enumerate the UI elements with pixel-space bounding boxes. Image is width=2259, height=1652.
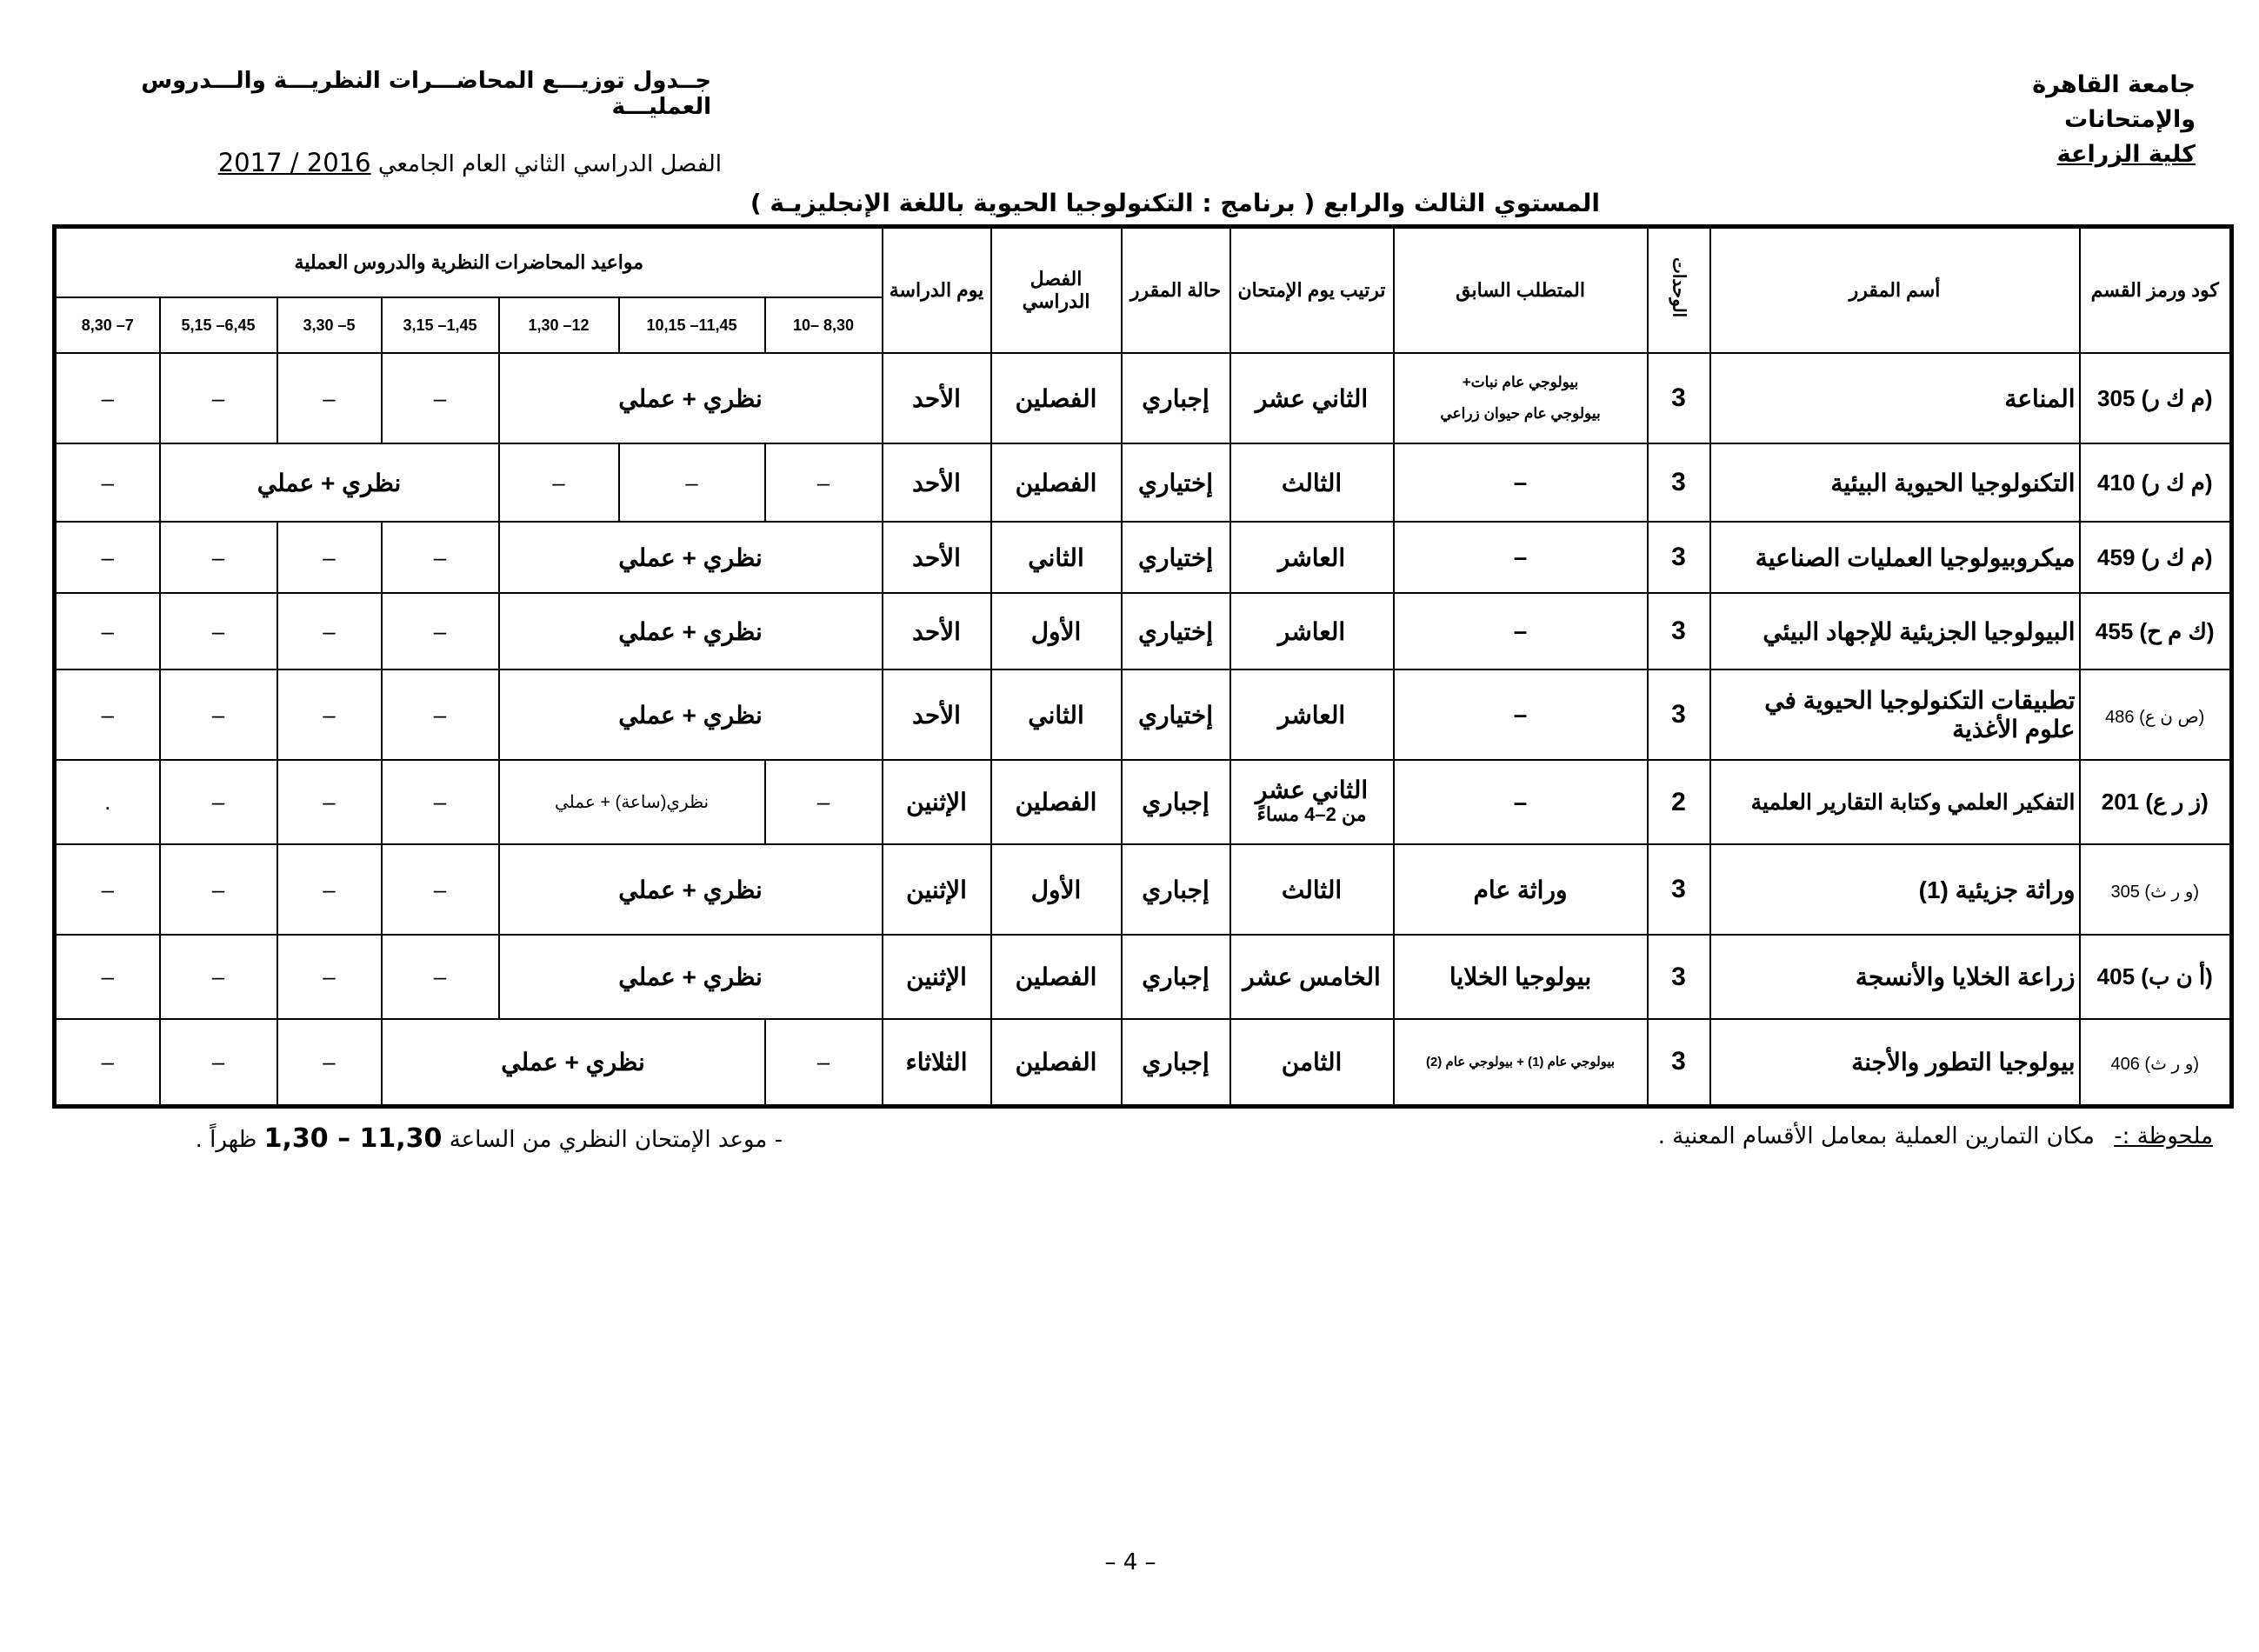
course-code: [2080, 844, 2232, 935]
table-row: [55, 1019, 2232, 1106]
course-units: 3: [1648, 1019, 1710, 1106]
course-status: إختياري: [1122, 443, 1230, 522]
footnote-right: [1256, 1123, 2213, 1149]
empty-slot: –: [55, 353, 160, 443]
empty-slot: –: [55, 669, 160, 760]
semester: الفصلين: [991, 760, 1122, 844]
course-name: التفكير العلمي وكتابة التقارير العلمية: [1710, 760, 2080, 844]
page-number: – 4 –: [1104, 1549, 1156, 1575]
session-merged: نظري(ساعة) + عملي: [499, 760, 765, 844]
col-day-header: يوم الدراسة: [883, 227, 991, 354]
empty-slot: –: [160, 669, 277, 760]
university-name: جامعة القاهرة: [2032, 71, 2196, 98]
session-merged: نظري + عملي: [382, 1019, 765, 1106]
course-code: [2080, 1019, 2232, 1106]
table-row: [55, 760, 2232, 844]
empty-slot: –: [55, 844, 160, 935]
course-status: إجباري: [1122, 935, 1230, 1019]
course-code: (م ك ر) 305: [2080, 353, 2232, 443]
session-merged: نظري + عملي: [499, 522, 883, 593]
term-text: الفصل الدراسي الثاني العام الجامعي: [377, 151, 722, 177]
course-status: إجباري: [1122, 353, 1230, 443]
term-line: [183, 148, 722, 177]
course-units: 3: [1648, 443, 1710, 522]
study-day: الإثنين: [883, 760, 991, 844]
prerequisite: بيولوجي عام (1) + بيولوجي عام (2): [1394, 1019, 1648, 1106]
course-code-text: (و ر ث) 305: [2110, 882, 2200, 902]
empty-slot: –: [277, 593, 382, 669]
empty-slot: –: [382, 844, 499, 935]
course-name: المناعة: [1710, 353, 2080, 443]
empty-slot: –: [160, 760, 277, 844]
semester: الفصلين: [991, 935, 1122, 1019]
table-row: [55, 353, 2232, 443]
exam-time-line: من 2–4 مساءً: [1256, 803, 1367, 825]
course-code: (ك م ح) 455: [2080, 593, 2232, 669]
session-merged: نظري + عملي: [499, 353, 883, 443]
semester: الأول: [991, 844, 1122, 935]
exam-order: الثاني عشر: [1230, 353, 1394, 443]
course-status: إجباري: [1122, 1019, 1230, 1106]
course-code-text: (ص ن ع) 486: [2105, 707, 2205, 727]
slot-header: 7– 8,30: [55, 297, 160, 353]
prerequisite: وراثة عام: [1394, 844, 1648, 935]
study-day: الإثنين: [883, 935, 991, 1019]
slot-header: 8,30 –10: [765, 297, 883, 353]
course-status: إختياري: [1122, 593, 1230, 669]
prerequisite: –: [1394, 522, 1648, 593]
units-header-text: الوحدات: [1669, 257, 1689, 318]
session-merged: نظري + عملي: [499, 935, 883, 1019]
empty-slot: –: [277, 760, 382, 844]
table-row: [55, 593, 2232, 669]
empty-slot: –: [55, 935, 160, 1019]
table-row: [55, 669, 2232, 760]
study-day: الأحد: [883, 522, 991, 593]
table-row: [55, 522, 2232, 593]
col-name-header: أسم المقرر: [1710, 227, 2080, 354]
empty-slot: –: [382, 760, 499, 844]
table-row: [55, 935, 2232, 1019]
col-prereq-header: المتطلب السابق: [1394, 227, 1648, 354]
prerequisite: –: [1394, 760, 1648, 844]
course-code-text: (و ر ث) 406: [2110, 1054, 2200, 1074]
empty-slot: –: [55, 522, 160, 593]
course-code: (أ ن ب) 405: [2080, 935, 2232, 1019]
semester: الثاني: [991, 522, 1122, 593]
empty-slot: –: [382, 353, 499, 443]
exam-order: العاشر: [1230, 669, 1394, 760]
course-code: [2080, 669, 2232, 760]
empty-slot: –: [765, 443, 883, 522]
course-units: 3: [1648, 935, 1710, 1019]
exam-order: الثامن: [1230, 1019, 1394, 1106]
empty-slot: –: [160, 593, 277, 669]
col-status-header: حالة المقرر: [1122, 227, 1230, 354]
exam-order: الثالث: [1230, 443, 1394, 522]
course-name: ميكروبيولوجيا العمليات الصناعية: [1710, 522, 2080, 593]
course-name: البيولوجيا الجزيئية للإجهاد البيئي: [1710, 593, 2080, 669]
empty-slot: –: [765, 1019, 883, 1106]
semester: الفصلين: [991, 1019, 1122, 1106]
exam-time-value: 11,30 – 1,30: [263, 1123, 443, 1154]
exam-order: الثالث: [1230, 844, 1394, 935]
session-merged: نظري + عملي: [499, 844, 883, 935]
exam-order: العاشر: [1230, 522, 1394, 593]
prerequisite: [1394, 353, 1648, 443]
course-status: إجباري: [1122, 844, 1230, 935]
empty-slot: –: [382, 593, 499, 669]
schedule-table: [52, 224, 2234, 1109]
table-row: [55, 443, 2232, 522]
course-name: تطبيقات التكنولوجيا الحيوية في علوم الأغذية: [1710, 669, 2080, 760]
exam-time-prefix: - موعد الإمتحان النظري من الساعة: [449, 1127, 783, 1153]
slot-header: 5– 3,30: [277, 297, 382, 353]
course-name: التكنولوجيا الحيوية البيئية: [1710, 443, 2080, 522]
empty-slot: –: [499, 443, 619, 522]
empty-slot: –: [277, 844, 382, 935]
note-label: ملحوظة :-: [2114, 1123, 2213, 1149]
study-day: الأحد: [883, 353, 991, 443]
note-text: مكان التمارين العملية بمعامل الأقسام المعنية .: [1657, 1123, 2095, 1149]
col-units-header: [1648, 227, 1710, 354]
table-row: [55, 844, 2232, 935]
course-name: بيولوجيا التطور والأجنة: [1710, 1019, 2080, 1106]
header-row-1: [55, 227, 2232, 298]
semester: الثاني: [991, 669, 1122, 760]
slot-header: 12– 1,30: [499, 297, 619, 353]
prerequisite: –: [1394, 593, 1648, 669]
exam-order: العاشر: [1230, 593, 1394, 669]
session-merged: نظري + عملي: [160, 443, 499, 522]
col-code-header: كود ورمز القسم: [2080, 227, 2232, 354]
course-units: 3: [1648, 353, 1710, 443]
semester: الفصلين: [991, 353, 1122, 443]
empty-slot: –: [160, 353, 277, 443]
exam-time-suffix: ظهراً .: [195, 1127, 257, 1153]
empty-slot: –: [160, 935, 277, 1019]
slot-header: 6,45– 5,15: [160, 297, 277, 353]
course-code: (م ك ر) 459: [2080, 522, 2232, 593]
course-units: 3: [1648, 522, 1710, 593]
empty-slot: –: [277, 353, 382, 443]
empty-slot: –: [277, 669, 382, 760]
semester: الأول: [991, 593, 1122, 669]
empty-slot: –: [382, 669, 499, 760]
course-status: إختياري: [1122, 522, 1230, 593]
course-units: 3: [1648, 593, 1710, 669]
col-exam-header: ترتيب يوم الإمتحان: [1230, 227, 1394, 354]
faculty-name: كلية الزراعة: [2056, 141, 2196, 168]
study-day: الثلاثاء: [883, 1019, 991, 1106]
session-merged: نظري + عملي: [499, 669, 883, 760]
study-day: الأحد: [883, 669, 991, 760]
study-day: الأحد: [883, 593, 991, 669]
course-code: (ز ر ع) 201: [2080, 760, 2232, 844]
slot-header: 1,45– 3,15: [382, 297, 499, 353]
empty-slot: –: [160, 522, 277, 593]
document-title: جــدول توزيـــع المحاضـــرات النظريـــة والـــدروس العمليـــة: [141, 68, 711, 120]
prerequisite-line: بيولوجي عام حيوان زراعي: [1440, 405, 1601, 422]
empty-slot: –: [277, 522, 382, 593]
course-units: 3: [1648, 669, 1710, 760]
header-right-block: [1743, 68, 2196, 172]
prerequisite: –: [1394, 443, 1648, 522]
slot-header: 11,45– 10,15: [619, 297, 765, 353]
semester: الفصلين: [991, 443, 1122, 522]
footnote-left: [87, 1123, 783, 1154]
prerequisite: –: [1394, 669, 1648, 760]
empty-slot: –: [619, 443, 765, 522]
course-name: وراثة جزيئية (1): [1710, 844, 2080, 935]
prerequisite: بيولوجيا الخلايا: [1394, 935, 1648, 1019]
exam-order: الخامس عشر: [1230, 935, 1394, 1019]
course-units: 3: [1648, 844, 1710, 935]
course-name: زراعة الخلايا والأنسجة: [1710, 935, 2080, 1019]
col-semester-header: الفصل الدراسي: [991, 227, 1122, 354]
empty-slot: –: [382, 935, 499, 1019]
exams-label: والإمتحانات: [2064, 106, 2196, 133]
session-merged: نظري + عملي: [499, 593, 883, 669]
course-status: إختياري: [1122, 669, 1230, 760]
exam-order: [1230, 760, 1394, 844]
schedule-group-header: مواعيد المحاضرات النظرية والدروس العملية: [55, 227, 883, 298]
empty-slot: –: [160, 844, 277, 935]
empty-slot: .: [55, 760, 160, 844]
level-program-line: المستوي الثالث والرابع ( برنامج : التكنولوجيا الحيوية باللغة الإنجليزيـة ): [750, 189, 1600, 217]
empty-slot: –: [382, 522, 499, 593]
empty-slot: –: [55, 443, 160, 522]
empty-slot: –: [160, 1019, 277, 1106]
course-status: إجباري: [1122, 760, 1230, 844]
course-code: (م ك ر) 410: [2080, 443, 2232, 522]
study-day: الإثنين: [883, 844, 991, 935]
empty-slot: –: [55, 1019, 160, 1106]
empty-slot: –: [765, 760, 883, 844]
prerequisite-line: بيولوجي عام نبات+: [1462, 374, 1579, 390]
study-day: الأحد: [883, 443, 991, 522]
empty-slot: –: [55, 593, 160, 669]
exam-order-line: الثاني عشر: [1255, 776, 1369, 803]
empty-slot: –: [277, 1019, 382, 1106]
course-units: 2: [1648, 760, 1710, 844]
academic-year: 2016 / 2017: [217, 148, 371, 177]
empty-slot: –: [277, 935, 382, 1019]
